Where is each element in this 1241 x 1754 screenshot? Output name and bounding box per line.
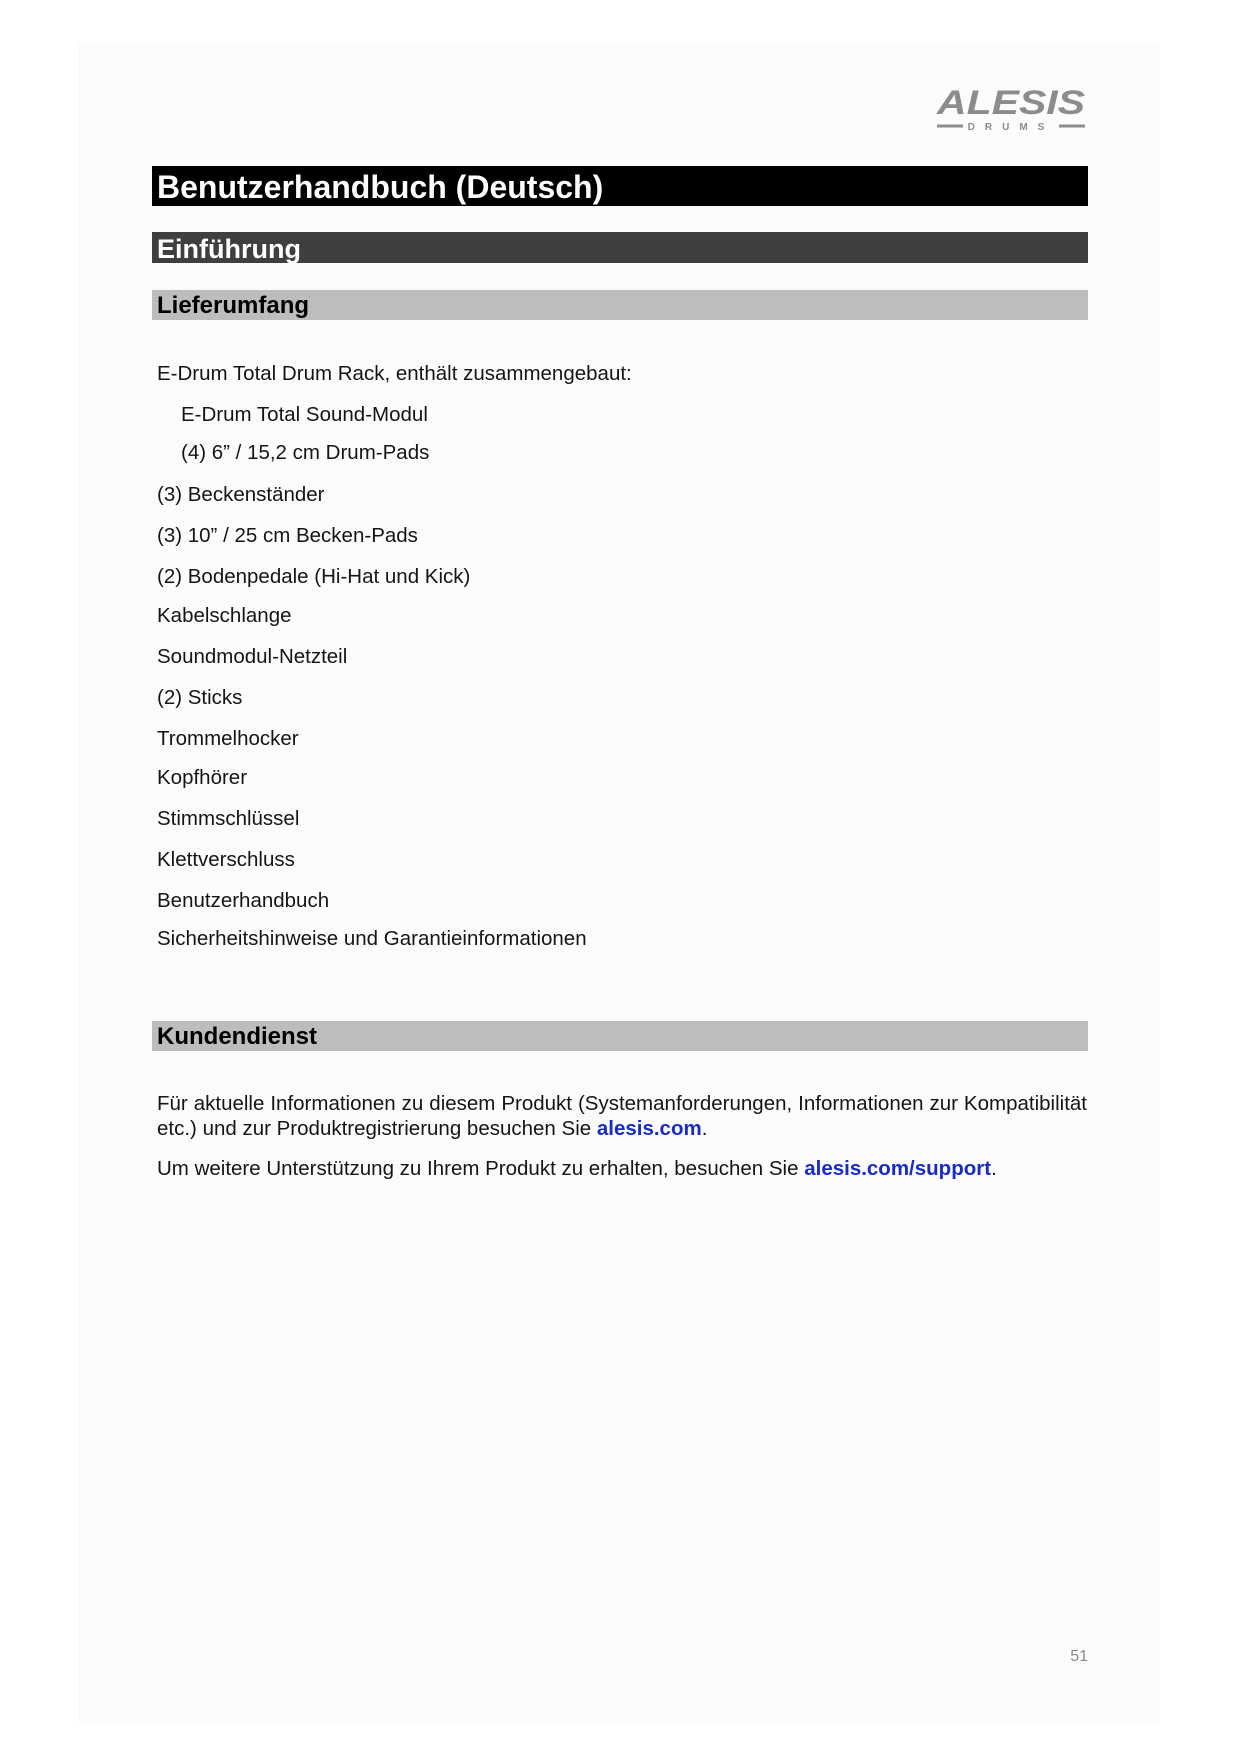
support-paragraph-info	[157, 1091, 1087, 1141]
alesis-support-link[interactable]: alesis.com/support	[804, 1157, 992, 1180]
list-item: (3) 10” / 25 cm Becken-Pads	[157, 524, 418, 547]
support-paragraph-help	[157, 1156, 1087, 1181]
list-item: E-Drum Total Sound-Modul	[181, 403, 428, 426]
list-item: E-Drum Total Drum Rack, enthält zusammengebaut:	[157, 362, 632, 385]
logo-brand-text: ALESIS	[935, 84, 1086, 122]
list-item: Kopfhörer	[157, 766, 248, 789]
list-item: Trommelhocker	[157, 727, 299, 750]
support-heading: Kundendienst	[152, 1021, 1088, 1051]
list-item: Soundmodul-Netzteil	[157, 645, 348, 668]
list-item: (4) 6” / 15,2 cm Drum-Pads	[181, 441, 430, 464]
support-help-text: Um weitere Unterstützung zu Ihrem Produkt zu erhalten, besuchen Sie	[157, 1157, 805, 1180]
list-item: (2) Bodenpedale (Hi-Hat und Kick)	[157, 565, 471, 588]
page-number: 51	[1070, 1648, 1088, 1665]
support-info-end: .	[701, 1117, 708, 1140]
support-help-end: .	[991, 1157, 997, 1180]
list-item: Benutzerhandbuch	[157, 889, 330, 912]
alesis-drums-logo	[935, 84, 1087, 132]
alesis-link[interactable]: alesis.com	[596, 1117, 702, 1140]
list-item: Stimmschlüssel	[157, 807, 300, 830]
logo-subtitle-text: DRUMS	[967, 122, 1055, 132]
page-title: Benutzerhandbuch (Deutsch)	[152, 166, 1088, 206]
list-item: (3) Beckenständer	[157, 483, 325, 506]
list-item: Sicherheitshinweise und Garantieinformationen	[157, 927, 587, 950]
list-item: (2) Sticks	[157, 686, 243, 709]
contents-heading: Lieferumfang	[152, 290, 1088, 320]
list-item: Klettverschluss	[157, 848, 295, 871]
intro-heading: Einführung	[152, 232, 1088, 263]
list-item: Kabelschlange	[157, 604, 292, 627]
support-info-text: Für aktuelle Informationen zu diesem Produkt (Systemanforderungen, Informationen zur Kompatibilität etc.) und zur Produktregistrierung besuchen Sie	[157, 1092, 1087, 1140]
